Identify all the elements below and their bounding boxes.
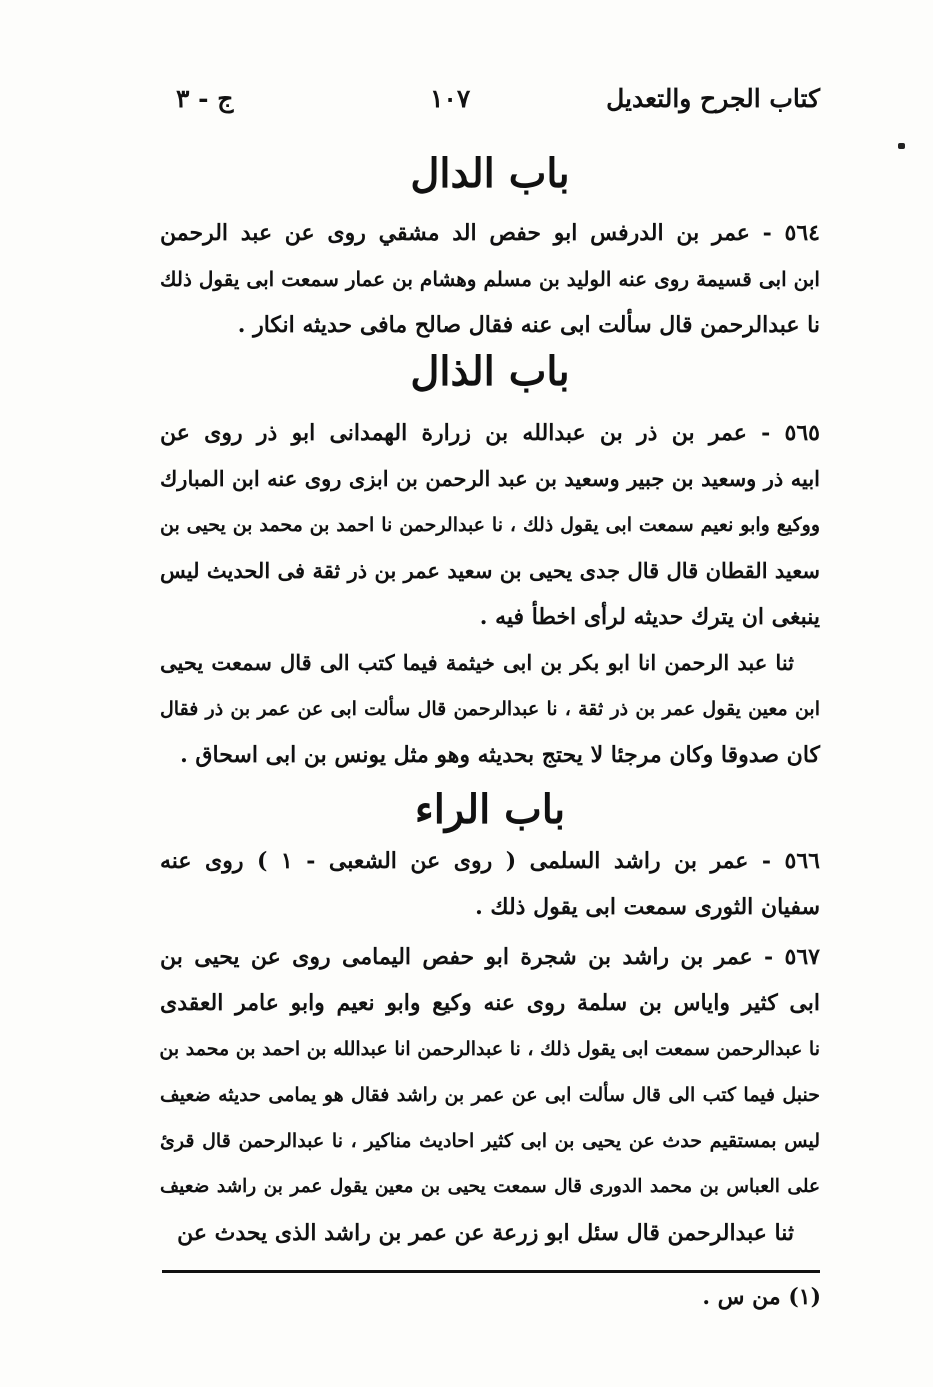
- text-line: ابيه ذر وسعيد بن جبير وسعيد بن عبد الرحمن بن ابزى روى عنه ابن المبارك: [160, 466, 820, 491]
- entry-566: [160, 838, 820, 930]
- text-line: ينبغى ان يترك حديثه لرأى اخطأ فيه .: [479, 604, 820, 630]
- text-line: ثنا عبد الرحمن انا ابو بكر بن ابى خيثمة فيما كتب الى قال سمعت يحيى: [160, 650, 794, 675]
- text-line: ٥٦٧ - عمر بن راشد بن شجرة ابو حفص اليمامى روى عن يحيى بن: [160, 944, 820, 970]
- text-line: نا عبدالرحمن سمعت ابى يقول ذلك ، نا عبدالرحمن انا عبدالله بن احمد بن محمد بن: [159, 1038, 820, 1060]
- chapter-heading-dhal: باب الذال: [410, 348, 570, 395]
- scan-speck: [898, 143, 905, 149]
- text-line: ووكيع وابو نعيم سمعت ابى يقول ذلك ، نا عبدالرحمن نا احمد بن محمد بن يحيى بن: [160, 514, 820, 536]
- text-line: على العباس بن محمد الدورى قال سمعت يحيى بن معين يقول عمر بن راشد ضعيف: [160, 1176, 820, 1197]
- book-title: كتاب الجرح والتعديل: [606, 84, 820, 113]
- text-line: كان صدوقا وكان مرجئا لا يحتج بحديثه وهو مثل يونس بن ابى اسحاق .: [180, 742, 820, 768]
- text-line: ٥٦٤ - عمر بن الدرفس ابو حفص الد مشقي روى عن عبد الرحمن: [160, 220, 820, 246]
- entry-565: [160, 410, 820, 640]
- footnote: (١) من س .: [702, 1284, 821, 1310]
- entry-567: [160, 934, 820, 1256]
- volume-number: ج - ٣: [176, 84, 234, 113]
- text-line: ثنا عبدالرحمن قال سئل ابو زرعة عن عمر بن راشد الذى يحدث عن: [177, 1220, 794, 1246]
- text-line: سفيان الثورى سمعت ابى يقول ذلك .: [475, 894, 820, 920]
- text-line: ليس بمستقيم حدث عن يحيى بن ابى كثير احاديث مناكير ، نا عبدالرحمن قال قرئ: [160, 1130, 820, 1152]
- text-line: نا عبدالرحمن قال سألت ابى عنه فقال صالح مافى حديثه انكار .: [237, 312, 820, 338]
- text-line: ٥٦٥ - عمر بن ذر بن عبدالله بن زرارة الهمدانى ابو ذر روى عن: [160, 420, 820, 446]
- text-line: ابن ابى قسيمة روى عنه الوليد بن مسلم وهشام بن عمار سمعت ابى يقول ذلك: [160, 267, 820, 291]
- text-line: ابن معين يقول عمر بن ذر ثقة ، نا عبدالرحمن قال سألت ابى عن عمر بن ذر فقال: [160, 698, 820, 720]
- text-line: ٥٦٦ - عمر بن راشد السلمى ( روى عن الشعبى - ١ ) روى عنه: [160, 848, 820, 874]
- footnote-divider: [162, 1270, 820, 1273]
- text-line: حنبل فيما كتب الى قال سألت ابى عن عمر بن راشد فقال هو يمامى حديثه ضعيف: [160, 1084, 820, 1106]
- text-line: سعيد القطان قال قال جدى يحيى بن سعيد عمر بن ذر ثقة فى الحديث ليس: [160, 558, 820, 583]
- chapter-heading-ra: باب الراء: [414, 786, 566, 833]
- text-line: ابى كثير واياس بن سلمة روى عنه وكيع وابو نعيم وابو عامر العقدى: [160, 990, 820, 1016]
- running-header: [160, 84, 820, 128]
- page-number: ١٠٧: [430, 84, 471, 113]
- entry-565-continued: [160, 640, 820, 778]
- entry-564: [160, 210, 820, 348]
- chapter-heading-dal: باب الدال: [410, 150, 570, 197]
